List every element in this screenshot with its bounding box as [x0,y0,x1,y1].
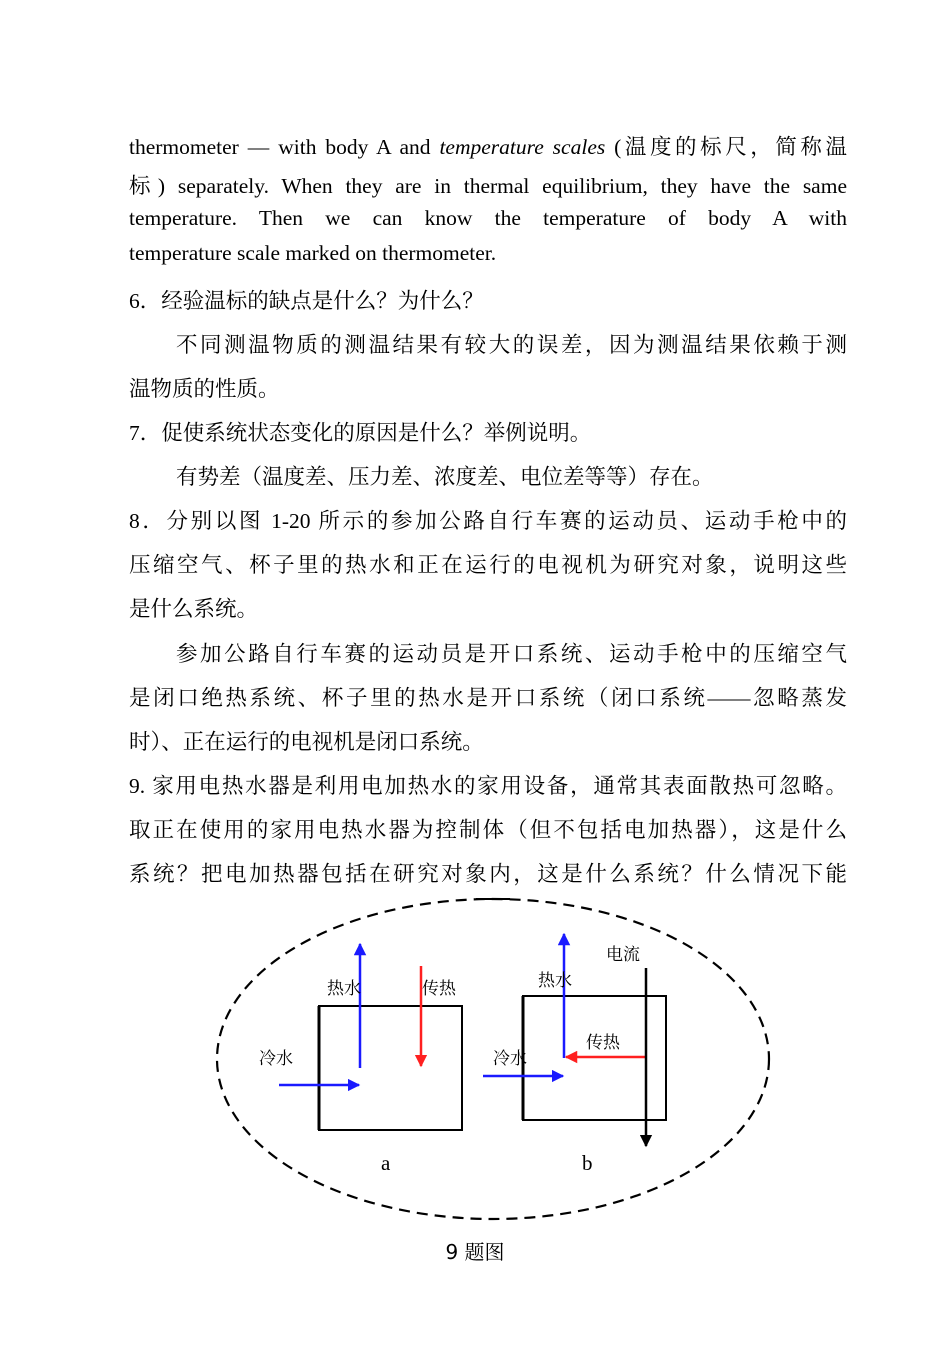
question-7: 7．促使系统状态变化的原因是什么？举例说明。 [129,421,592,445]
paragraph-line: temperature. Then we can know the temperature of body A with [129,206,847,230]
answer-7: 有势差（温度差、压力差、浓度差、电位差等等）存在。 [176,465,714,489]
paragraph-line: temperature scale marked on thermometer. [129,241,497,265]
question-8-line: 8．分别以图 1-20 所示的参加公路自行车赛的运动员、运动手枪中的 [129,509,847,533]
hot-water-label-a: 热水 [327,979,361,999]
question-9-line: 取正在使用的家用电热水器为控制体（但不包括电加热器），这是什么 [129,818,847,842]
hot-water-label-b: 热水 [538,971,572,991]
question-9-line: 9. 家用电热水器是利用电加热水的家用设备，通常其表面散热可忽略。 [129,774,847,798]
question-8-line: 压缩空气、杯子里的热水和正在运行的电视机为研究对象，说明这些 [129,553,847,577]
subfigure-label-b: b [582,1151,593,1175]
question-6: 6．经验温标的缺点是什么？为什么？ [129,289,484,313]
subfigure-label-a: a [381,1151,391,1175]
answer-8-line: 参加公路自行车赛的运动员是开口系统、运动手枪中的压缩空气 [176,642,847,666]
heat-transfer-label-b: 传热 [586,1033,620,1053]
answer-8-line: 是闭口绝热系统、杯子里的热水是开口系统（闭口系统——忽略蒸发 [129,686,847,710]
answer-8-line: 时）、正在运行的电视机是闭口系统。 [129,730,484,754]
answer-6-line: 不同测温物质的测温结果有较大的误差，因为测温结果依赖于测 [176,333,847,357]
paragraph-line: thermometer — with body A and temperature scales (温度的标尺，简称温 [129,135,847,159]
question-9-line: 系统？把电加热器包括在研究对象内，这是什么系统？什么情况下能 [129,862,847,886]
current-label-b: 电流 [606,945,640,965]
paragraph-line: 标) separately. When they are in thermal equilibrium, they have the same [129,174,847,198]
cold-water-label-b: 冷水 [493,1049,527,1069]
question-8-line: 是什么系统。 [129,597,259,621]
answer-6-line: 温物质的性质。 [129,377,280,401]
heater-box-a [319,1006,462,1130]
figure-caption: 9 题图 [445,1240,505,1264]
cold-water-label-a: 冷水 [259,1049,293,1069]
subfigure-b [483,934,666,1175]
subfigure-a [259,944,462,1175]
heat-transfer-label-a: 传热 [422,979,456,999]
